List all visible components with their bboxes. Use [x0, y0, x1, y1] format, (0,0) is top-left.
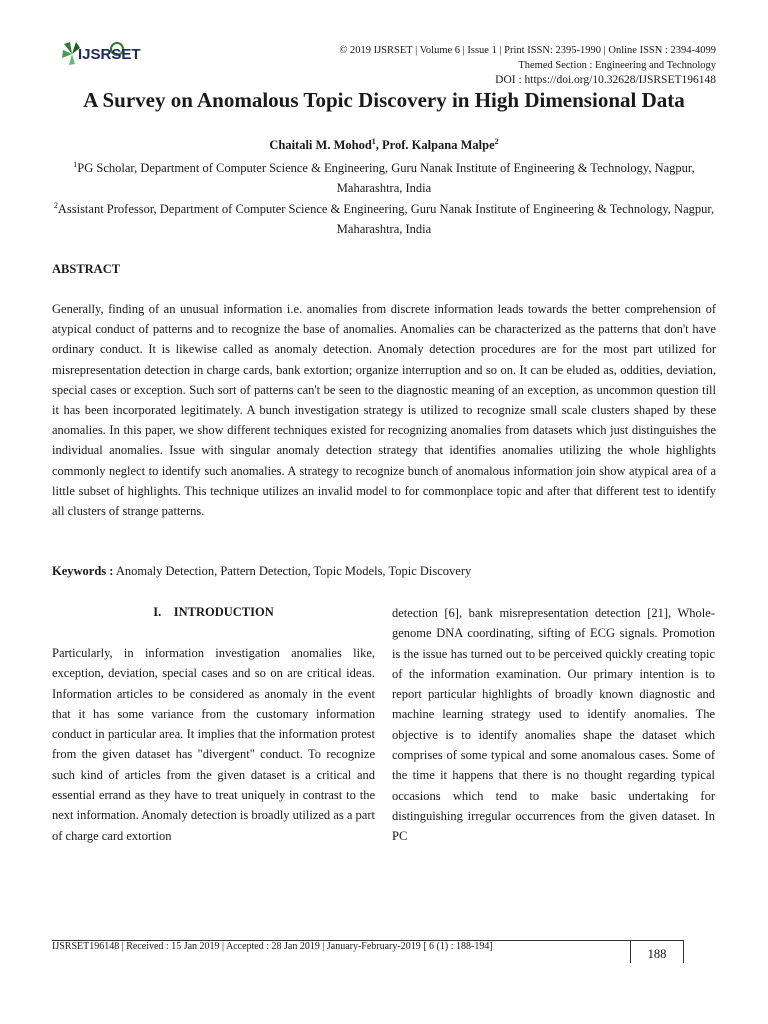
journal-meta: [196, 43, 716, 88]
affiliation-sup: 1: [73, 159, 78, 169]
author-sup: 1: [371, 136, 376, 146]
keywords-label: Keywords :: [52, 564, 114, 578]
author-sup: 2: [494, 136, 499, 146]
page-number: 188: [647, 947, 667, 961]
abstract-text: Generally, finding of an unusual information i.e. anomalies from discrete information leads towards the better comprehension of atypical conduct of patterns and to recognize the base of anomalies. Anomalies can be characterized as the patterns that don't have ordinary conduct. It is likewise called as anomaly detection. Anomaly detection procedures are for the most part utilized for misrepresentation detection in charge cards, bank extortion; organize interruption and so on. It can be eluded as, oddities, deviation, special cases or exception. Such sort of patterns can't be seen to the diagnostic meaning of an exception, as uncommon question till it has been incorporated legitimately. A bunch investigation strategy is utilized to recognize small scale clusters shaped by these anomalies. In this paper, we show different techniques existed for recognizing anomalies from datasets which just distinguishes the individual anomalies. Issue with singular anomaly detection strategy that identifies anomalies utilizing the whole highlights commonly neglect to identify such anomalies. A strategy to recognize bunch of anomalous information join show atypical area of a little subset of highlights. This technique utilizes an invalid model to for commonplace topic and after that different test to identify all clusters of strange patterns.: [52, 302, 716, 519]
issue-info: © 2019 IJSRSET | Volume 6 | Issue 1 | Print ISSN: 2395-1990 | Online ISSN : 2394-4099: [339, 45, 716, 56]
affiliation: [40, 199, 728, 239]
footer-info: IJSRSET196148 | Received : 15 Jan 2019 | Accepted : 28 Jan 2019 | January-February-2019 [ 6 (1) : 188-194]: [52, 941, 493, 952]
author-name: Chaitali M. Mohod: [269, 138, 372, 152]
affiliation-sup: 2: [53, 200, 58, 210]
abstract-heading: ABSTRACT: [52, 262, 121, 276]
keywords-text: Anomaly Detection, Pattern Detection, Topic Models, Topic Discovery: [113, 564, 472, 578]
affiliation-text: PG Scholar, Department of Computer Science & Engineering, Guru Nanak Institute of Engineering & Technology, Nagpur, Maharashtra, India: [77, 161, 695, 195]
paper-title: A Survey on Anomalous Topic Discovery in High Dimensional Data: [83, 88, 685, 112]
section-heading: I. INTRODUCTION: [153, 605, 274, 619]
affiliation-text: Assistant Professor, Department of Computer Science & Engineering, Guru Nanak Institute of Engineering & Technology, Nagpur, Maharashtra, India: [57, 202, 715, 236]
author-line: [40, 138, 728, 153]
author-separator: ,: [375, 138, 383, 152]
doi-link[interactable]: DOI : https://doi.org/10.32628/IJSRSET196148: [495, 74, 716, 86]
affiliation: [40, 158, 728, 198]
logo-text: IJSRSET: [78, 46, 141, 63]
themed-section: Themed Section : Engineering and Technology: [518, 60, 716, 71]
body-column-right: detection [6], bank misrepresentation detection [21], Whole-genome DNA coordinating, sifting of ECG signals. Promotion is the issue has turned out to be perceived quickly creating topic of the information examination. Our primary intention is to report particular highlights of broadly known diagnostic and machine learning strategy used to identify anomalies. The objective is to identify anomalies shape the dataset which comprises of some typical and some anomalous cases. Some of the time it happens that there is no thought regarding typical occasions which tend to make basic undertaking for distinguishing irregular occurrences from the given dataset. In PC: [392, 606, 715, 844]
keywords: [52, 564, 471, 579]
body-column-left: Particularly, in information investigation anomalies like, exception, deviation, special cases and so on are critical ideas. Information articles to be considered as anomaly in the event that it has some variance from the customary information conduct in particular area. It implies that the information protest from the given dataset has "divergent" conduct. To recognize such kind of articles from the given dataset is a critical and essential errand as they have to treat uniquely in contrast to the next information. Anomaly detection is broadly utilized as a part of charge card extortion: [52, 646, 375, 843]
author-name: Prof. Kalpana Malpe: [382, 138, 495, 152]
